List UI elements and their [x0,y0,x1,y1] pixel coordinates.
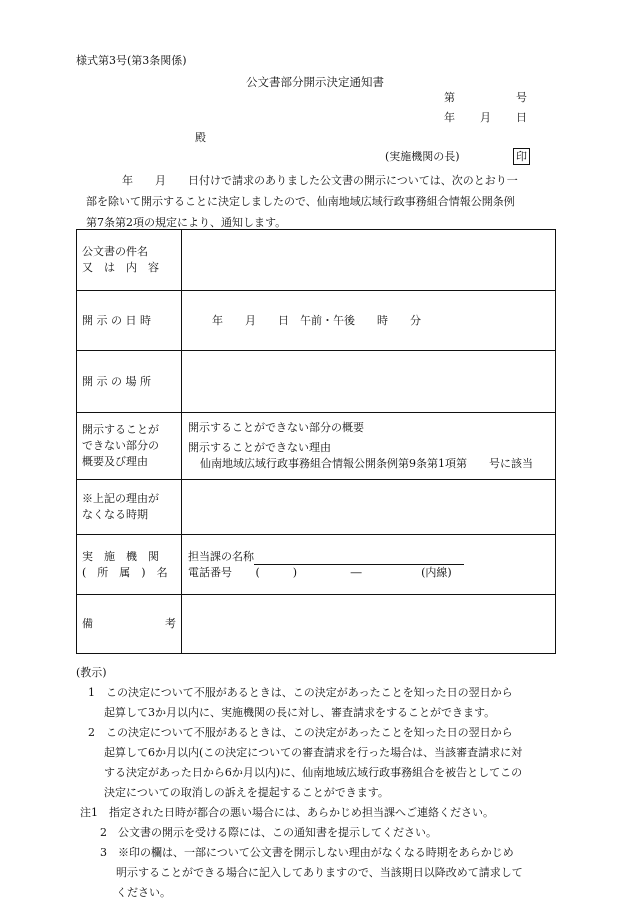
instruction-2-cont: 決定についての取消しの訴えを提起することができます。 [104,786,389,799]
row-remarks [77,595,556,654]
label-reason-expiry [77,480,182,535]
instruction-2-cont: 起算して6か月以内(この決定についての審査請求を行った場合は、当該審査請求に対 [104,746,523,759]
instruction-1-cont: 起算して3か月以内に、実施機関の長に対し、審査請求をすることができます。 [104,706,496,719]
field-implementing-agency[interactable] [182,535,556,595]
field-nondisclosure-reason[interactable] [182,413,556,480]
row-disclosure-datetime [77,291,556,351]
label-implementing-agency [77,535,182,595]
intro-line-3: 第7条第2項の規定により、通知します。 [86,216,287,229]
nondisclosure-summary-label: 開示することができない部分の概要 [188,421,364,434]
field-disclosure-place[interactable] [182,351,556,413]
phone-number-line [188,565,549,581]
label-line: 又 は 内 容 [82,261,159,274]
label-remarks [77,595,182,654]
label-line: 公文書の件名 [82,245,148,258]
department-name-line [188,549,549,565]
field-reason-expiry[interactable] [182,480,556,535]
nondisclosure-ordinance-clause: 仙南地域広域行政事務組合情報公開条例第9条第1項第 号に該当 [200,457,533,470]
instructions-section [76,663,566,903]
date-month: 月 [480,111,491,124]
caution-3-cont: ください。 [116,886,171,899]
caution-3-cont: 明示することができる場合に記入してありますので、当該期日以降改めて請求して [116,866,523,879]
row-disclosure-place [77,351,556,413]
label-line: なくなる時期 [82,508,148,521]
row-document-subject [77,230,556,291]
phone-number-label: 電話番号 [188,565,232,579]
row-nondisclosure-reason [77,413,556,480]
label-disclosure-datetime: 開 示 の 日 時 [77,291,182,351]
label-remarks-text [82,616,176,632]
department-name-label: 担当課の名称 [188,549,254,563]
label-line: できない部分の [82,439,159,452]
label-line: 概要及び理由 [82,455,148,468]
nondisclosure-reason-label: 開示することができない理由 [188,441,331,454]
department-name-input[interactable] [254,552,464,565]
label-line: ( 所 属 ) 名 [82,565,168,579]
label-line: 実 施 機 関 [82,549,159,563]
field-remarks[interactable] [182,595,556,654]
field-document-subject[interactable] [182,230,556,291]
instruction-2-cont: する決定があった日から6か月以内)に、仙南地域広域行政事務組合を被告としてこの [104,766,523,779]
caution-3: 3 ※印の欄は、一部について公文書を開示しない理由がなくなる時期をあらかじめ [100,846,514,859]
label-char: 備 [82,617,93,630]
row-reason-expiry [77,480,556,535]
label-line: ※上記の理由が [82,492,159,505]
document-number-prefix: 第 [444,91,455,104]
date-day: 日 [516,111,527,124]
document-number-suffix: 号 [516,91,527,104]
addressee-honorific: 殿 [195,131,206,144]
phone-extension[interactable]: (内線) [421,565,452,579]
label-disclosure-place: 開 示 の 場 所 [77,351,182,413]
issuer-label: (実施機関の長) [385,150,460,163]
form-number: 様式第3号(第3条関係) [76,54,187,67]
caution-2: 2 公文書の開示を受ける際には、この通知書を提示してください。 [100,826,437,839]
field-disclosure-datetime[interactable] [182,291,556,351]
disclosure-table [76,229,556,654]
instruction-2: 2 この決定について不服があるときは、この決定があったことを知った日の翌日から [88,726,513,739]
label-document-subject [77,230,182,291]
seal-stamp: 印 [513,148,530,165]
row-implementing-agency [77,535,556,595]
date-year: 年 [444,111,455,124]
intro-paragraph [86,170,556,233]
intro-line-1: 年 月 日付けで請求のありました公文書の開示については、次のとおり一 [122,174,518,187]
phone-dash: ― [350,565,362,579]
phone-area-code[interactable]: ( ) [255,565,298,579]
instructions-heading: (教示) [76,666,107,679]
label-char: 考 [165,617,176,630]
caution-1: 注1 指定された日時が都合の悪い場合には、あらかじめ担当課へご連絡ください。 [80,806,494,819]
document-title: 公文書部分開示決定通知書 [246,75,384,89]
label-nondisclosure-reason [77,413,182,480]
intro-line-2: 部を除いて開示することに決定しましたので、仙南地域広域行政事務組合情報公開条例 [86,195,515,208]
label-line: 開示することが [82,423,159,436]
datetime-template: 年 月 日 午前・午後 時 分 [212,313,421,327]
instruction-1: 1 この決定について不服があるときは、この決定があったことを知った日の翌日から [88,686,513,699]
